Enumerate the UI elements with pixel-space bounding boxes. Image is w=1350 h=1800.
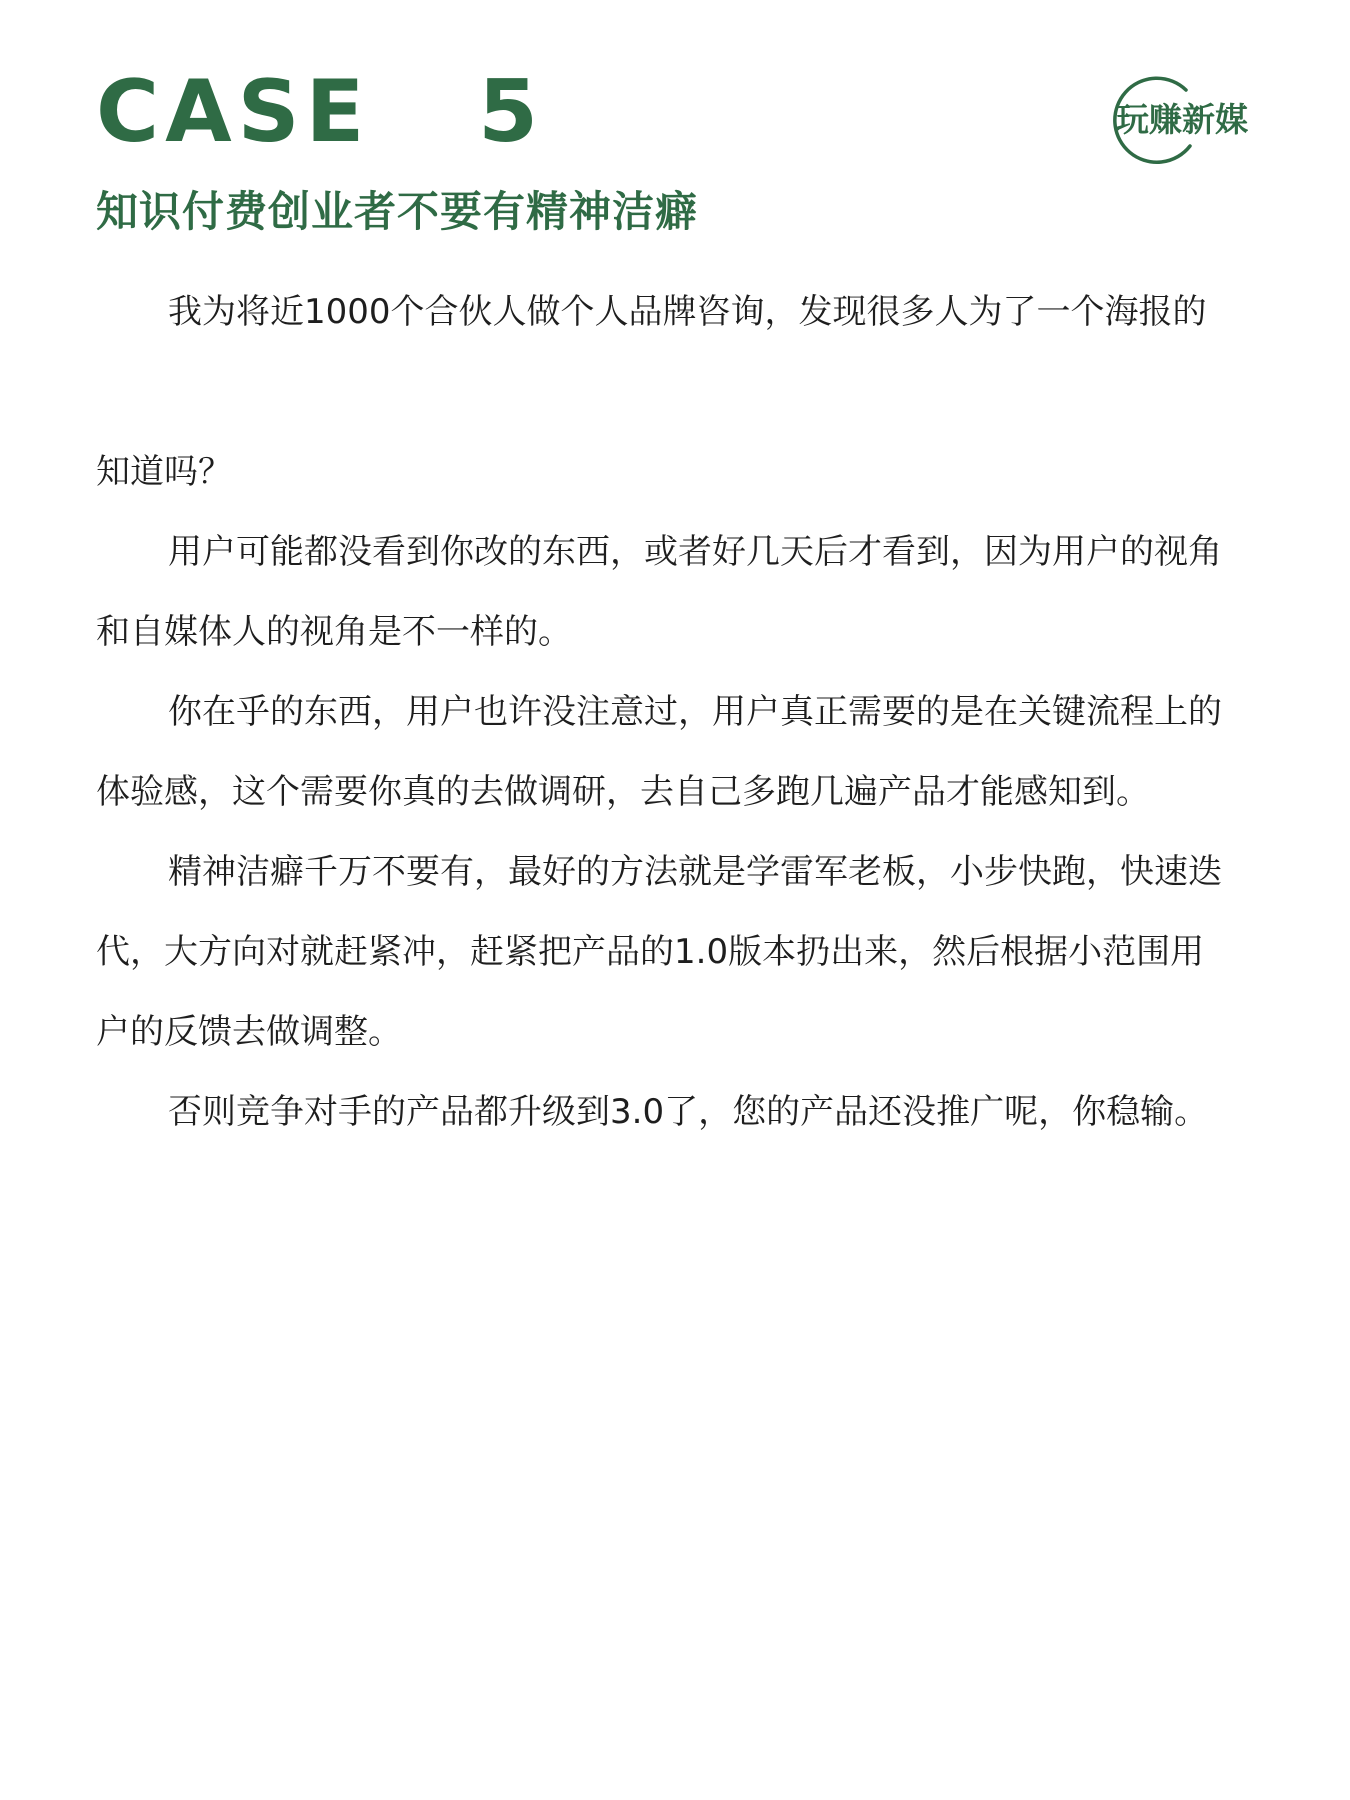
page-subtitle: 知识付费创业者不要有精神洁癖 <box>96 187 699 236</box>
paragraph-line: 我为将近1000个合伙人做个人品牌咨询，发现很多人为了一个海报的 <box>168 292 1207 332</box>
paragraph-1 <box>96 272 1266 352</box>
case-title: CASE 5 <box>96 62 545 162</box>
paragraph-line: 否则竞争对手的产品都升级到3.0了，您的产品还没推广呢，你稳输。 <box>168 1092 1209 1132</box>
paragraph-5 <box>96 832 1266 1072</box>
paragraph-line: 代，大方向对就赶紧冲，赶紧把产品的1.0版本扔出来，然后根据小范围用 <box>96 932 1205 972</box>
brand-logo <box>1108 72 1278 172</box>
paragraph-line: 用户可能都没看到你改的东西，或者好几天后才看到，因为用户的视角 <box>168 532 1222 572</box>
logo-text: 玩赚新媒 <box>1116 100 1248 139</box>
paragraph-line: 和自媒体人的视角是不一样的。 <box>96 612 572 652</box>
paragraph-6 <box>96 1072 1266 1152</box>
paragraph-4 <box>96 672 1266 832</box>
paragraph-line: 你在乎的东西，用户也许没注意过，用户真正需要的是在关键流程上的 <box>168 692 1222 732</box>
paragraph-line: 精神洁癖千万不要有，最好的方法就是学雷军老板，小步快跑，快速迭 <box>168 852 1222 892</box>
paragraph-line: 知道吗？ <box>96 452 232 492</box>
paragraph-2 <box>96 432 1266 512</box>
paragraph-3 <box>96 512 1266 672</box>
paragraph-line: 户的反馈去做调整。 <box>96 1012 402 1052</box>
paragraph-line: 体验感，这个需要你真的去做调研，去自己多跑几遍产品才能感知到。 <box>96 772 1150 812</box>
